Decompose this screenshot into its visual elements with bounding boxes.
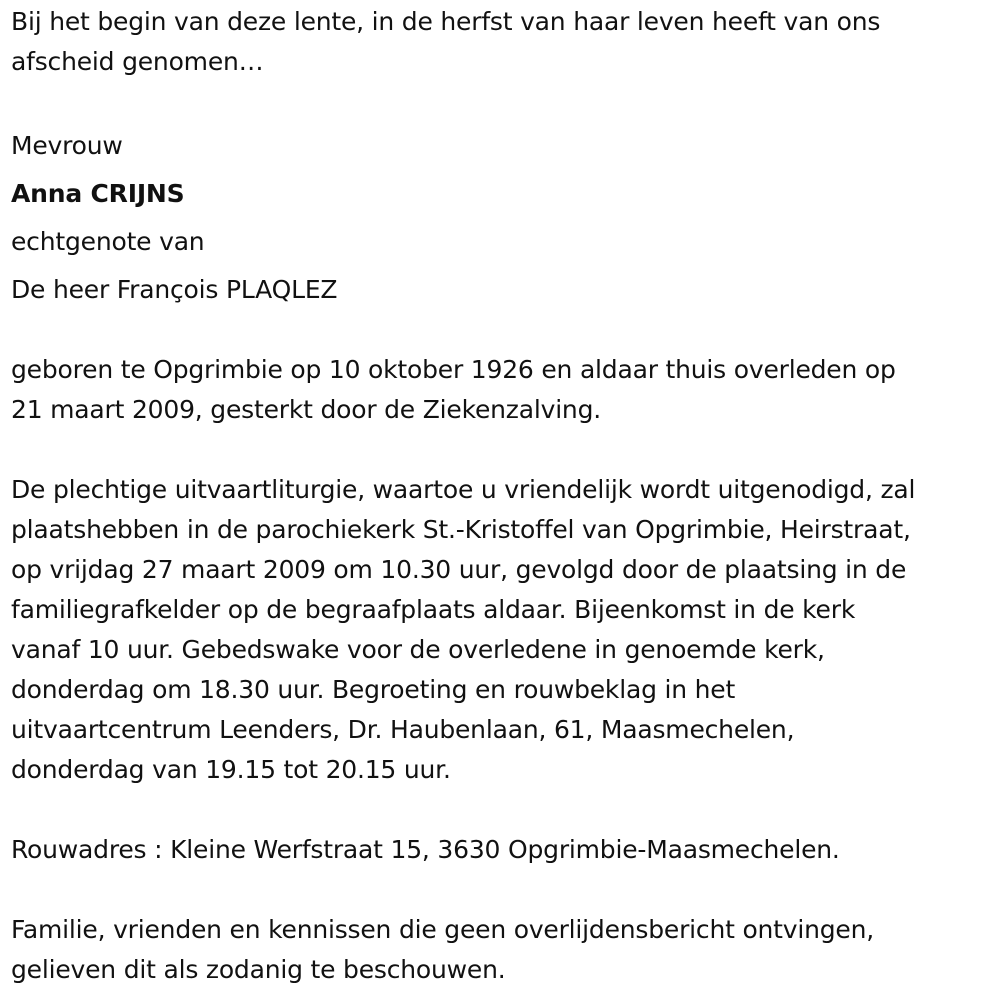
obituary-document xyxy=(11,2,996,990)
funeral-line-2: plaatshebben in de parochiekerk St.-Kristoffel van Opgrimbie, Heirstraat, xyxy=(11,515,911,544)
closing-line-1: Familie, vrienden en kennissen die geen overlijdensbericht ontvingen, xyxy=(11,915,875,944)
deceased-title: Mevrouw xyxy=(11,131,123,160)
spacer xyxy=(11,82,996,122)
intro-line-1: Bij het begin van deze lente, in de herfst van haar leven heeft van ons xyxy=(11,7,881,36)
intro-paragraph xyxy=(11,2,996,82)
spacer xyxy=(11,870,996,910)
spacer xyxy=(11,430,996,470)
birth-death-line-1: geboren te Opgrimbie op 10 oktober 1926 en aldaar thuis overleden op xyxy=(11,355,896,384)
birth-death-paragraph xyxy=(11,350,996,430)
closing-line-2: gelieven dit als zodanig te beschouwen. xyxy=(11,955,506,984)
funeral-line-6: donderdag om 18.30 uur. Begroeting en rouwbeklag in het xyxy=(11,675,736,704)
funeral-line-3: op vrijdag 27 maart 2009 om 10.30 uur, gevolgd door de plaatsing in de xyxy=(11,555,907,584)
funeral-line-4: familiegrafkelder op de begraafplaats aldaar. Bijeenkomst in de kerk xyxy=(11,595,856,624)
spacer xyxy=(11,314,996,350)
funeral-line-5: vanaf 10 uur. Gebedswake voor de overledene in genoemde kerk, xyxy=(11,635,825,664)
deceased-block xyxy=(11,122,996,314)
spouse-name: De heer François PLAQLEZ xyxy=(11,275,338,304)
address-paragraph xyxy=(11,830,996,870)
funeral-line-8: donderdag van 19.15 tot 20.15 uur. xyxy=(11,755,451,784)
deceased-name: Anna CRIJNS xyxy=(11,179,185,208)
funeral-line-7: uitvaartcentrum Leenders, Dr. Haubenlaan, 61, Maasmechelen, xyxy=(11,715,795,744)
closing-paragraph xyxy=(11,910,996,990)
birth-death-line-2: 21 maart 2009, gesterkt door de Ziekenzalving. xyxy=(11,395,601,424)
mourning-address: Rouwadres : Kleine Werfstraat 15, 3630 Opgrimbie-Maasmechelen. xyxy=(11,835,840,864)
funeral-paragraph xyxy=(11,470,996,790)
funeral-line-1: De plechtige uitvaartliturgie, waartoe u vriendelijk wordt uitgenodigd, zal xyxy=(11,475,916,504)
spacer xyxy=(11,790,996,830)
deceased-relation: echtgenote van xyxy=(11,227,205,256)
intro-line-2: afscheid genomen… xyxy=(11,47,264,76)
